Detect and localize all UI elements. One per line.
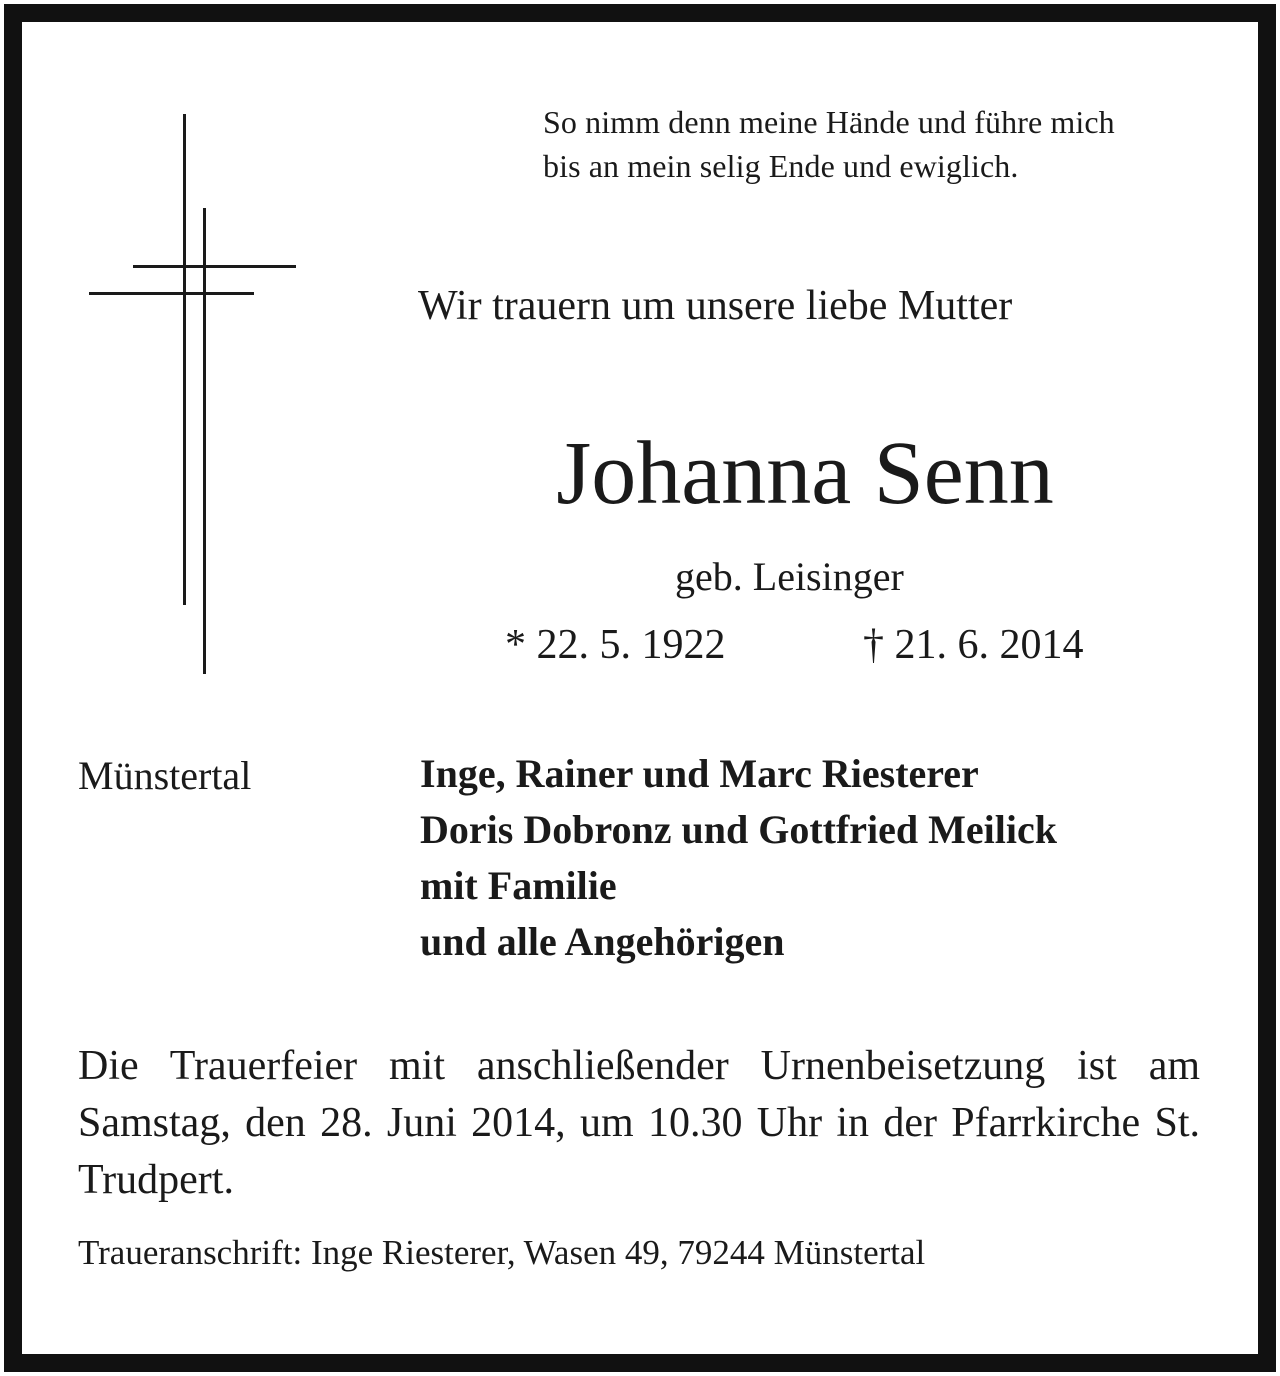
death-date: † 21. 6. 2014 (863, 622, 1084, 668)
mourner-line: mit Familie (420, 863, 617, 908)
mourning-address: Traueranschrift: Inge Riesterer, Wasen 49, 79244 Münstertal (78, 1233, 926, 1272)
motto-line-2: bis an mein selig Ende und ewiglich. (543, 148, 1019, 184)
deceased-name: Johanna Senn (556, 424, 1054, 523)
maiden-name: geb. Leisinger (675, 554, 904, 599)
motto-line-1: So nimm denn meine Hände und führe mich (543, 104, 1115, 140)
place-name: Münstertal (78, 753, 252, 798)
mourner-line: Inge, Rainer und Marc Riesterer (420, 751, 979, 796)
mourner-line: Doris Dobronz und Gottfried Meilick (420, 807, 1058, 852)
intro-text: Wir trauern um unsere liebe Mutter (418, 283, 1013, 329)
ceremony-details: Die Trauerfeier mit anschließender Urnenbeisetzung ist am Samstag, den 28. Juni 2014, um 10.30 Uhr in der Pfarrkirche St. Trudpert. (78, 1043, 1200, 1203)
cross-icon (86, 112, 300, 678)
motto-verse (543, 100, 1115, 188)
birth-date: * 22. 5. 1922 (505, 622, 726, 668)
mourner-line: und alle Angehörigen (420, 919, 785, 964)
mourners-list (420, 746, 1057, 970)
